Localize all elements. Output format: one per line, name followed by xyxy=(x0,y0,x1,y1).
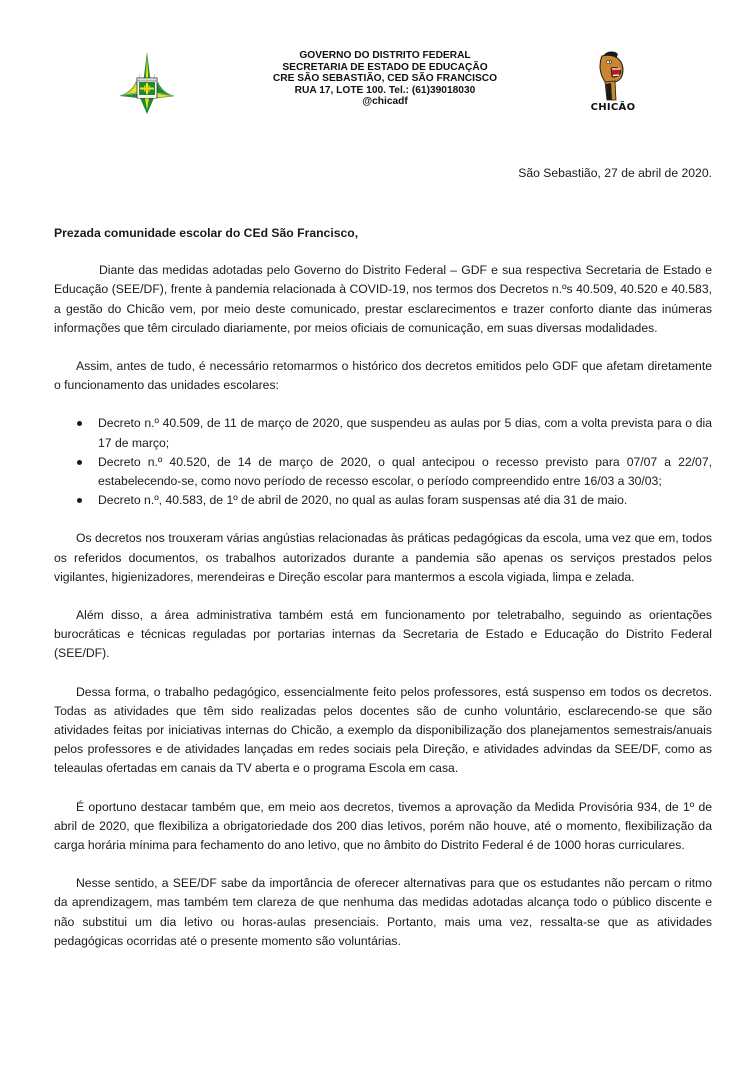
decree-list-item xyxy=(98,491,712,510)
paragraph-pedagogical-work: Dessa forma, o trabalho pedagógico, essencialmente feito pelos professores, está suspenso em todos os decretos. Todas as atividades que têm sido realizadas pelos docentes são de cunho voluntário, esclarecendo-se que são atividades feitas por iniciativas internas do Chicão, a exemplo da disponibilização dos planejamentos semestrais/anuais pelos professores e de atividades lançadas em redes sociais pela Direção, e atividades advindas da SEE/DF, como as teleaulas ofertadas em canais da TV aberta e o programa Escola em casa. xyxy=(54,684,712,776)
letterhead-line-secretariat: SECRETARIA DE ESTADO DE EDUCAÇÃO xyxy=(282,61,488,73)
bullet-icon xyxy=(77,421,82,426)
decree-list-item xyxy=(98,414,712,452)
bullet-icon xyxy=(77,460,82,465)
decree-text: Decreto n.º, 40.583, de 1º de abril de 2020, no qual as aulas foram suspensas até dia 31 de maio. xyxy=(98,493,628,508)
decree-list-item xyxy=(98,453,712,491)
paragraph-voluntary-activities: Nesse sentido, a SEE/DF sabe da importância de oferecer alternativas para que os estudantes não percam o ritmo da aprendizagem, mas também tem clareza de que nenhuma das medidas adotadas alcança todo o público discente e não substitui um dia letivo ou horas-aulas presenciais. Portanto, mais uma vez, ressalta-se que as atividades pedagógicas ocorridas até o presente momento são voluntárias. xyxy=(54,876,712,948)
gdf-coat-of-arms-icon xyxy=(118,52,176,114)
letter-salutation: Prezada comunidade escolar do CEd São Francisco, xyxy=(54,226,359,240)
paragraph-decree-concerns: Os decretos nos trouxeram várias angústias relacionadas às práticas pedagógicas da escola, uma vez que em, todos os referidos documentos, os trabalhos autorizados durante a pandemia são apenas os serviços prestados pelos vigilantes, higienizadores, merendeiras e Direção escolar para mantermos a escola vigiada, limpa e zelada. xyxy=(54,531,712,584)
letterhead-line-school: CRE SÃO SEBASTIÃO, CED SÃO FRANCISCO xyxy=(272,73,498,85)
letterhead-text xyxy=(240,50,530,108)
paragraph-introduction: Diante das medidas adotadas pelo Governo do Distrito Federal – GDF e sua respectiva Secretaria de Estado e Educação (SEE/DF), frente à pandemia relacionada à COVID-19, nos termos dos Decretos n.ºs 40.509, 40.520 e 40.583, a gestão do Chicão vem, por meio deste comunicado, prestar esclarecimentos e trazer conforto diante das inúmeras informações que têm circulado diariamente, por meios oficiais de comunicação, em suas diversas modalidades. xyxy=(54,263,712,335)
decree-text: Decreto n.º 40.520, de 14 de março de 2020, o qual antecipou o recesso previsto para 07/07 a 22/07, estabelecendo-se, como novo período de recesso escolar, o período compreendido entre 16/03 a 30/03; xyxy=(98,454,712,489)
letterhead-line-government: GOVERNO DO DISTRITO FEDERAL xyxy=(299,50,471,61)
decree-list xyxy=(54,414,712,510)
paragraph-decree-history: Assim, antes de tudo, é necessário retomarmos o histórico dos decretos emitidos pelo GDF que afetam diretamente o funcionamento das unidades escolares: xyxy=(54,359,712,393)
bullet-icon xyxy=(77,498,82,503)
decree-text: Decreto n.º 40.509, de 11 de março de 2020, que suspendeu as aulas por 5 dias, com a volta prevista para o dia 17 de março; xyxy=(98,416,712,450)
chicao-mascot-icon xyxy=(585,50,641,102)
letter-body xyxy=(54,160,712,951)
paragraph-administrative-area: Além disso, a área administrativa também está em funcionamento por teletrabalho, seguindo as orientações burocráticas e técnicas reguladas por portarias internas da Secretaria de Estado e Educação do Distrito Federal (SEE/DF). xyxy=(54,608,712,661)
letterhead-line-address: RUA 17, LOTE 100. Tel.: (61)39018030 xyxy=(294,84,476,96)
chicao-logo xyxy=(585,50,641,120)
letter-date: São Sebastião, 27 de abril de 2020. xyxy=(518,166,712,180)
letterhead-line-social-handle: @chicadf xyxy=(362,96,408,108)
paragraph-provisional-measure: É oportuno destacar também que, em meio aos decretos, tivemos a aprovação da Medida Provisória 934, de 1º de abril de 2020, que flexibiliza a obrigatoriedade dos 200 dias letivos, porém não houve, até o momento, flexibilização da carga horária mínima para fechamento do ano letivo, que no âmbito do Distrito Federal é de 1000 horas curriculares. xyxy=(54,799,712,853)
letterhead xyxy=(0,48,756,138)
chicao-logo-label: CHICÃO xyxy=(590,102,636,113)
